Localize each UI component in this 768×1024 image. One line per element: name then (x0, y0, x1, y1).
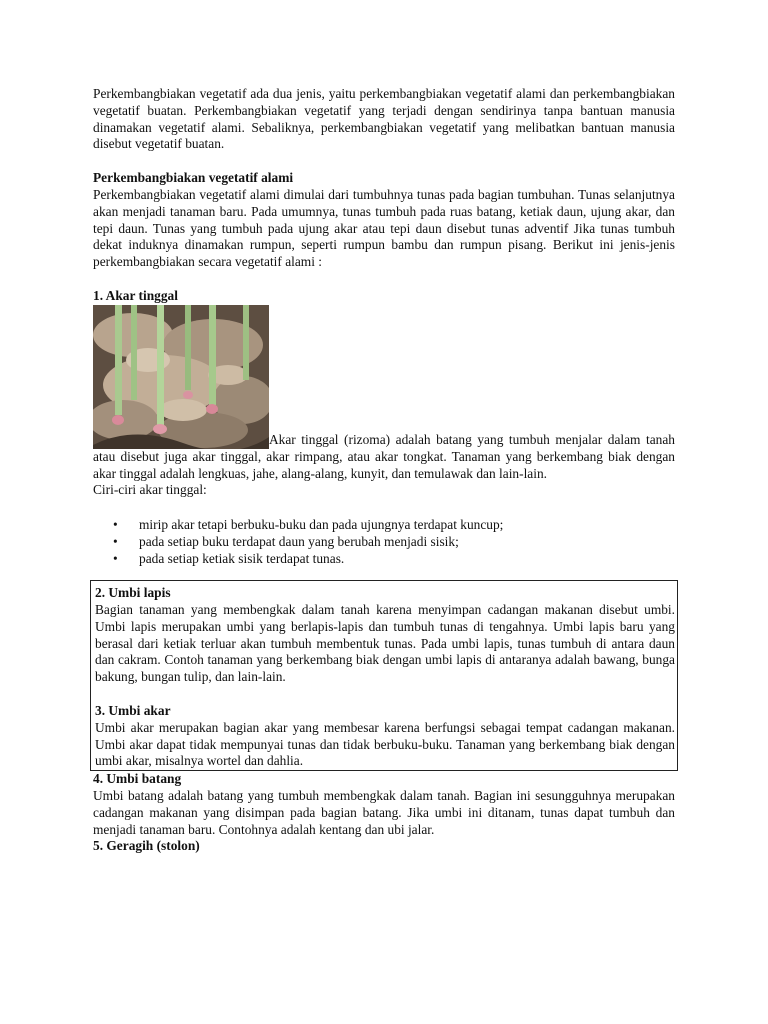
ciri-akar-tinggal-label: Ciri-ciri akar tinggal: (93, 482, 207, 498)
paragraph-umbi-akar: Umbi akar merupakan bagian akar yang membesar karena berfungsi sebagai tempat cadangan makanan. Umbi akar dapat tidak mempunyai tunas dan tidak berbuku-buku. Tanaman yang berkembang biak dengan umbi akar, misalnya wortel dan dahlia. (95, 719, 675, 769)
akar-tinggal-paragraph: Akar tinggal (rizoma) adalah batang yang tumbuh menjalar dalam tanah atau disebut juga akar tinggal, akar rimpang, atau akar tongkat. Tanaman yang berkembang biak dengan akar tinggal adalah lengkuas, jahe, alang-alang, kunyit, dan temulawak dan lain-lain. (93, 431, 675, 481)
heading-vegetatif-alami: Perkembangbiakan vegetatif alami (93, 170, 294, 186)
umbi-box (90, 580, 678, 771)
bullet-icon: • (113, 517, 118, 533)
list-item: • pada setiap buku terdapat daun yang berubah menjadi sisik; (113, 534, 459, 550)
spacer (93, 271, 675, 288)
spacer (95, 686, 675, 703)
paragraph-umbi-batang: Umbi batang adalah batang yang tumbuh membengkak dalam tanah. Bagian ini sesungguhnya merupakan cadangan makanan yang disimpan pada bagian batang. Jika umbi ini ditanam, tunas dapat tumbuh dan menjadi tanaman baru. Contohnya adalah kentang dan ubi jalar. (93, 787, 675, 837)
paragraph-umbi-lapis: Bagian tanaman yang membengkak dalam tanah karena menyimpan cadangan makanan disebut umbi. Umbi lapis merupakan umbi yang berlapis-lapis dan tumbuh tunas di tengahnya. Umbi lapis baru yang berasal dari ketiak terluar akan tumbuh membentuk tunas. Pada umbi lapis, tunas tumbuh di antara daun dan cakram. Contoh tanaman yang berkembang biak dengan umbi lapis di antaranya adalah bawang, bunga bakung, bungan tulip, dan lain-lain. (95, 601, 675, 685)
list-item: • mirip akar tetapi berbuku-buku dan pada ujungnya terdapat kuncup; (113, 517, 504, 533)
akar-tinggal-figure-paragraph (93, 305, 675, 483)
heading-umbi-lapis: 2. Umbi lapis (95, 585, 171, 601)
rhizome-photo-icon (93, 305, 269, 449)
heading-akar-tinggal: 1. Akar tinggal (93, 287, 178, 303)
ciri-list (93, 516, 675, 567)
paragraph-vegetatif-alami: Perkembangbiakan vegetatif alami dimulai dari tumbuhnya tunas pada bagian tumbuhan. Tunas selanjutnya akan menjadi tanaman baru. Pada umumnya, tunas tumbuh pada ruas batang, ketiak daun, ujung akar, dan tepi daun. Tunas yang tumbuh pada ujung akar atau tepi daun disebut tunas adventif Jika tunas tumbuh dekat induknya dinamakan rumpun, seperti rumpun bambu dan rumpun pisang. Berikut ini jenis-jenis perkembangbiakan secara vegetatif alami : (93, 186, 675, 270)
bullet-icon: • (113, 551, 118, 567)
list-item: • pada setiap ketiak sisik terdapat tunas. (113, 551, 345, 567)
bullet-icon: • (113, 534, 118, 550)
spacer (93, 499, 675, 516)
heading-umbi-akar: 3. Umbi akar (95, 702, 171, 718)
heading-umbi-batang: 4. Umbi batang (93, 771, 182, 787)
spacer (93, 153, 675, 170)
document-page (93, 86, 675, 855)
heading-geragih: 5. Geragih (stolon) (93, 838, 200, 854)
intro-paragraph: Perkembangbiakan vegetatif ada dua jenis, yaitu perkembangbiakan vegetatif alami dan perkembangbiakan vegetatif buatan. Perkembangbiakan vegetatif yang terjadi dengan sendirinya tanpa bantuan manusia dinamakan vegetatif alami. Sebaliknya, perkembangbiakan vegetatif yang melibatkan bantuan manusia disebut vegetatif buatan. (93, 86, 675, 152)
